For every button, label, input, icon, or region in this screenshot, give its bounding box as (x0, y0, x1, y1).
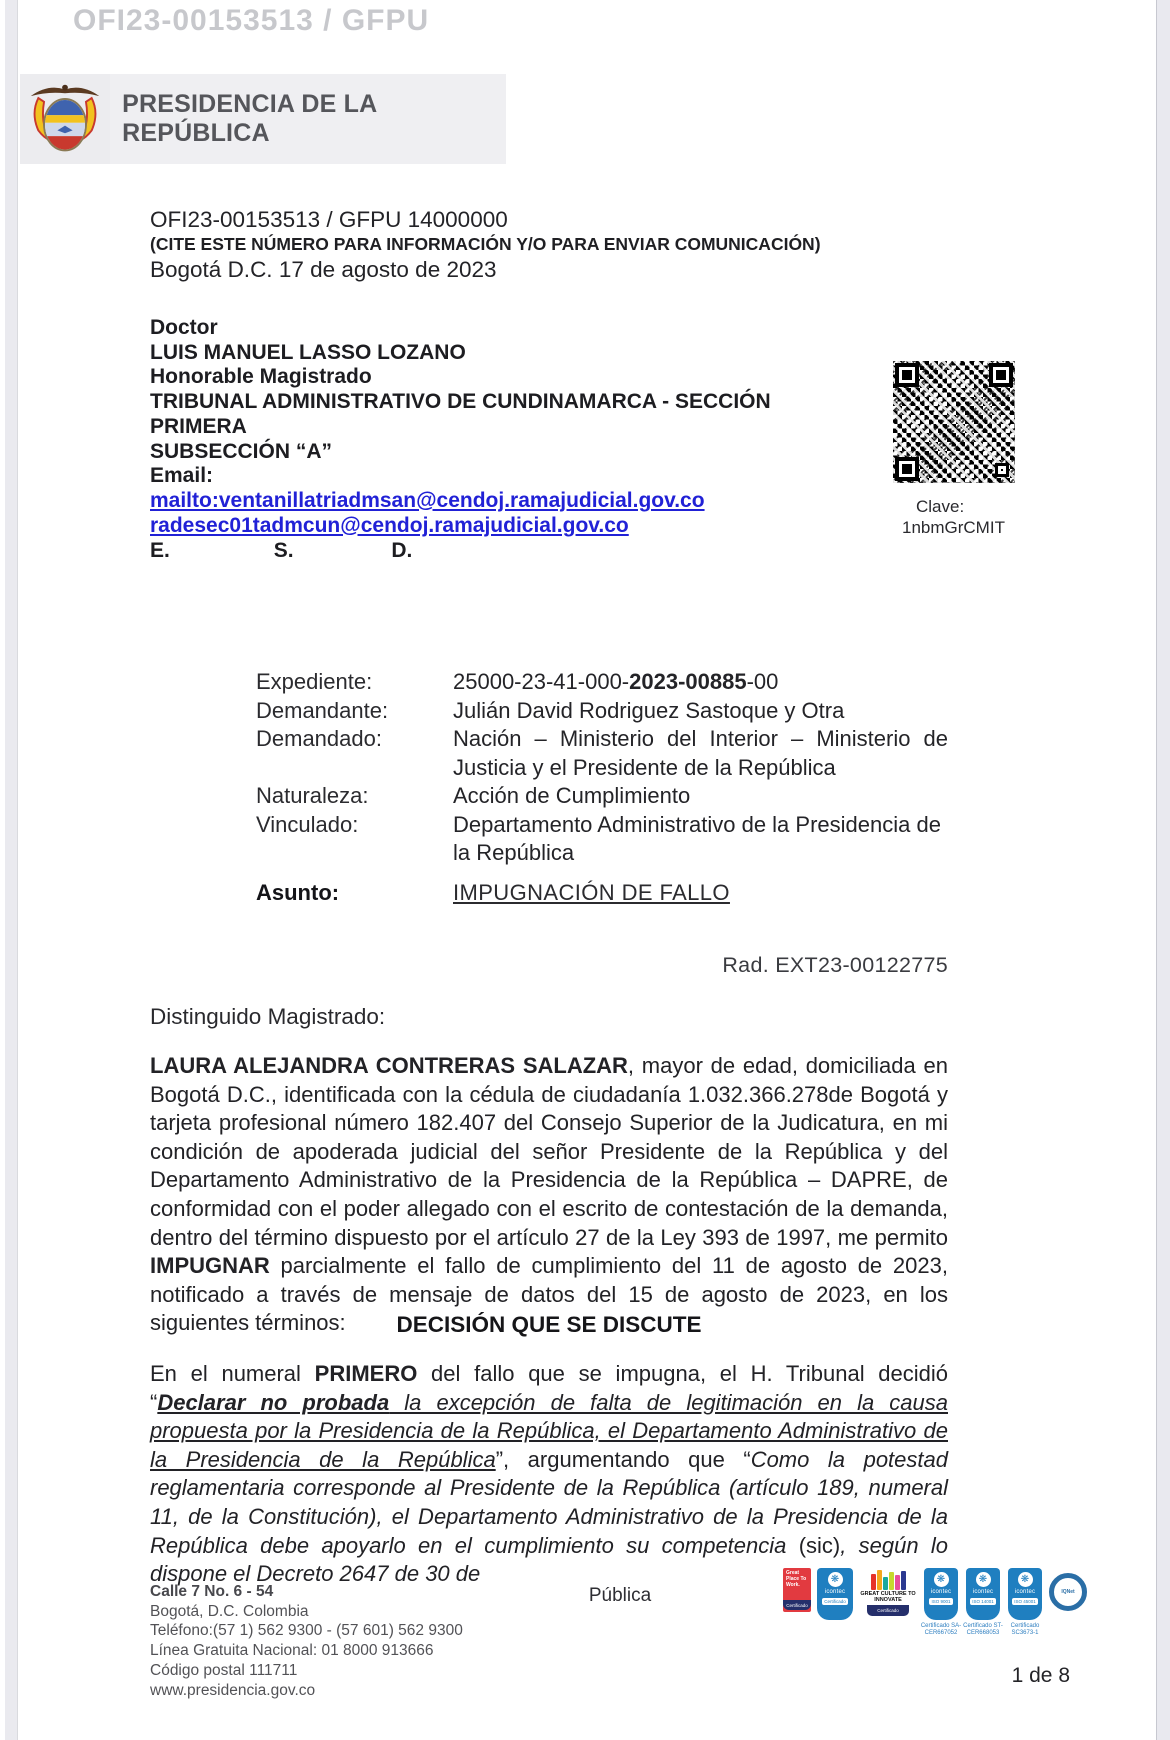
org-title: PRESIDENCIA DE LA REPÚBLICA (122, 90, 377, 147)
email-link-1[interactable]: mailto:ventanillatriadmsan@cendoj.ramajudicial.gov.co (150, 488, 705, 512)
classification-label: Pública (588, 1585, 652, 1606)
iso-cert-caption: Certificado SA-CER667052 (920, 1623, 962, 1636)
demandado-value: Nación – Ministerio del Interior – Ministerio de Justicia y el Presidente de la República (453, 726, 948, 780)
section-heading: DECISIÓN QUE SE DISCUTE (396, 1312, 702, 1337)
esd-s: S. (273, 539, 294, 563)
row-label: Demandante: (256, 697, 389, 723)
icontec-iso-badge-icon: ❋ icontec ISO 14001 (966, 1568, 1000, 1620)
esd-d: D. (391, 539, 413, 563)
icontec-iso-badge (920, 1568, 962, 1636)
expediente-value: 25000-23-41-000-2023-00885-00 (453, 669, 779, 694)
addressee-line: Doctor (150, 316, 218, 339)
footer-street: Calle 7 No. 6 - 54 (150, 1583, 274, 1600)
addressee-line: PRIMERA (150, 414, 247, 438)
qr-finder-icon (989, 363, 1013, 387)
city-and-date: Bogotá D.C. 17 de agosto de 2023 (150, 257, 497, 282)
qr-code (888, 356, 1020, 488)
great-culture-to-innovate-badge-icon: GREAT CULTURE TO INNOVATE Certificado (859, 1568, 917, 1624)
qr-finder-icon (995, 463, 1009, 477)
footer-hotline: Línea Gratuita Nacional: 01 8000 913666 (150, 1642, 434, 1660)
addressee-block (150, 316, 810, 564)
page-left-edge (5, 0, 18, 1740)
reference-number: OFI23-00153513 / GFPU 14000000 (150, 207, 508, 232)
email-link-2[interactable]: radesec01tadmcun@cendoj.ramajudicial.gov.co (150, 513, 629, 537)
reference-cite-note: (CITE ESTE NÚMERO PARA INFORMACIÓN Y/O PARA ENVIAR COMUNICACIÓN) (150, 234, 821, 254)
asunto-value: IMPUGNACIÓN DE FALLO (453, 879, 730, 905)
iqnet-seal-icon: IQNet (1049, 1573, 1087, 1611)
radicado-number: Rad. EXT23-00122775 (722, 953, 948, 977)
body-paragraph-1: LAURA ALEJANDRA CONTRERAS SALAZAR, mayor de edad, domiciliada en Bogotá D.C., identificada con la cédula de ciudadanía 1.032.366.278de Bogotá y tarjeta profesional número 182.407 del Consejo Superior de la Judicatura, en mi condición de apoderada judicial del señor Presidente de la República y del Departamento Administrativo de la Presidencia de la República – DAPRE, de conformidad con el poder allegado con el escrito de contestación de la demanda, dentro del término dispuesto por el artículo 27 de la Ley 393 de 1997, me permito IMPUGNAR parcialmente el fallo de cumplimiento del 11 de agosto de 2023, notificado a través de mensaje de datos del 15 de agosto de 2023, en los siguientes términos: (150, 1053, 948, 1336)
row-label: Vinculado: (256, 811, 359, 837)
footer-postal-code: Código postal 111711 (150, 1661, 298, 1679)
table-row (256, 697, 948, 726)
table-row (256, 668, 948, 697)
esd-line (150, 539, 810, 564)
body-paragraph-2: En el numeral PRIMERO del fallo que se impugna, el H. Tribunal decidió “Declarar no probada la excepción de falta de legitimación en la causa propuesta por la Presidencia de la República, el Departamento Administrativo de la Presidencia de la República”, argumentando que “Como la potestad reglamentaria corresponde al Presidente de la República (artículo 189, numeral 11, de la Constitución), el Departamento Administrativo de la Presidencia de la República debe apoyarlo en el cumplimiento su competencia (sic), según lo dispone el Decreto 2647 de 30 de (150, 1361, 949, 1587)
letterhead-banner (20, 74, 506, 164)
page-right-edge[interactable] (1156, 0, 1170, 1740)
asunto-label: Asunto: (256, 879, 340, 905)
salutation: Distinguido Magistrado: (150, 1004, 386, 1029)
row-label: Demandado: (256, 726, 382, 751)
qr-key-block (902, 496, 1032, 538)
qr-finder-icon (895, 363, 919, 387)
table-row (256, 782, 948, 811)
icontec-iso-badge (965, 1568, 1001, 1636)
reference-block (150, 206, 850, 284)
case-data-table (256, 668, 948, 907)
attorney-name: LAURA ALEJANDRA CONTRERAS SALAZAR (150, 1053, 628, 1078)
addressee-line: SUBSECCIÓN “A” (150, 439, 333, 463)
impugnar-keyword: IMPUGNAR (150, 1253, 270, 1279)
certification-badges (783, 1568, 1093, 1636)
addressee-line: TRIBUNAL ADMINISTRATIVO DE CUNDINAMARCA - SECCIÓN (150, 390, 771, 414)
table-row (256, 811, 948, 868)
watermark-reference: OFI23-00153513 / GFPU (73, 4, 430, 37)
iso-cert-caption: Certificado ST-CER668053 (963, 1623, 1003, 1636)
qr-finder-icon (895, 457, 919, 481)
naturaleza-value: Acción de Cumplimiento (453, 783, 691, 808)
icontec-badge-icon: ❋ icontec Certificado (817, 1568, 853, 1620)
qr-key-value: 1nbmGrCMIT (902, 518, 1005, 537)
addressee-line: Honorable Magistrado (150, 365, 372, 389)
icontec-iso-badge-icon: ❋ icontec ISO 45001 (1008, 1568, 1042, 1620)
vinculado-value: Departamento Administrativo de la Presidencia de la República (453, 811, 941, 865)
footer-city: Bogotá, D.C. Colombia (150, 1602, 309, 1620)
demandante-value: Julián David Rodriguez Sastoque y Otra (453, 697, 845, 723)
coat-of-arms-svg (25, 80, 105, 158)
footer-address-block (150, 1582, 570, 1700)
qr-key-label: Clave: (916, 497, 965, 516)
row-label: Naturaleza: (256, 783, 369, 808)
iso-cert-caption: Certificado SC3673-1 (1010, 1623, 1040, 1636)
esd-e: E. (150, 539, 170, 563)
email-label: Email: (150, 464, 214, 488)
colombia-coat-of-arms-icon (20, 74, 110, 164)
addressee-name: LUIS MANUEL LASSO LOZANO (150, 340, 466, 364)
icontec-iso-badge (1007, 1568, 1043, 1636)
table-row-asunto (256, 879, 948, 908)
page-indicator: 1 de 8 (1011, 1664, 1070, 1687)
footer-phone: Teléfono:(57 1) 562 9300 - (57 601) 562 9300 (150, 1622, 463, 1640)
great-place-to-work-badge-icon: Great Place To Work. Certificado (783, 1568, 811, 1612)
icontec-iso-badge-icon: ❋ icontec ISO 9001 (924, 1568, 958, 1620)
table-row (256, 725, 948, 782)
row-label: Expediente: (256, 669, 373, 694)
footer-website[interactable]: www.presidencia.gov.co (150, 1681, 316, 1699)
